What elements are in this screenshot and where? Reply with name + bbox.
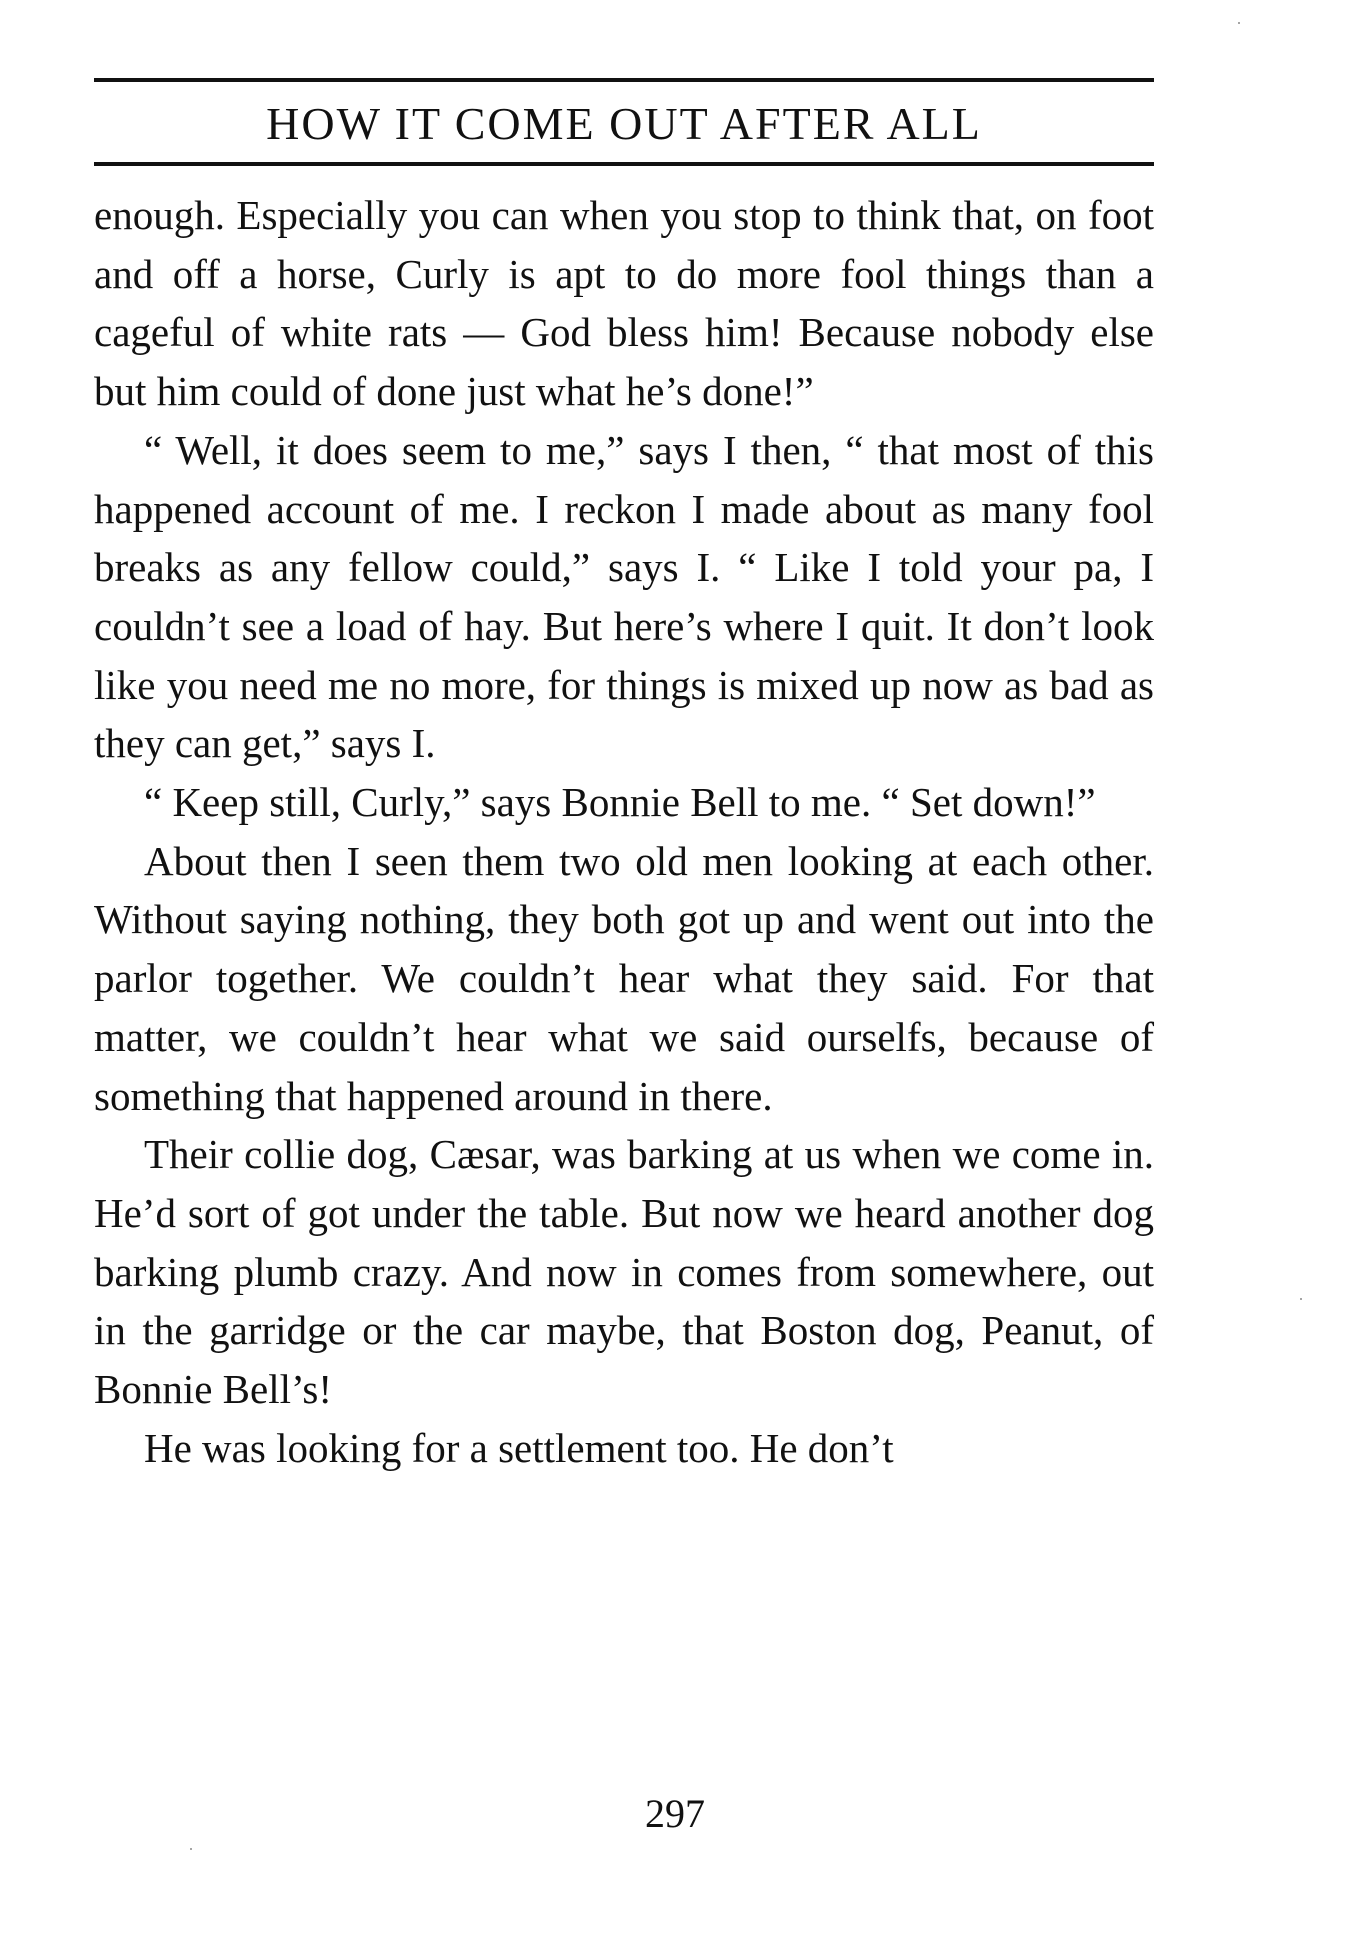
page-content (94, 78, 1154, 1477)
paragraph: Their collie dog, Cæsar, was barking at us when we come in. He’d sort of got under the table. But now we heard another dog barking plumb crazy. And now in comes from somewhere, out in the garridge or the car maybe, that Boston dog, Peanut, of Bonnie Bell’s! (94, 1131, 1154, 1413)
paper-speck (190, 1848, 192, 1850)
body-text (94, 186, 1154, 1477)
paragraph: About then I seen them two old men looking at each other. Without saying nothing, they both got up and went out into the parlor together. We couldn’t hear what they said. For that matter, we couldn’t hear what we said ourselfs, because of something that happened around in there. (94, 837, 1154, 1119)
page-number: 297 (645, 1791, 705, 1836)
paper-speck (1238, 22, 1240, 24)
paragraph-continued: enough. Especially you can when you stop to think that, on foot and off a horse, Curly is apt to do more fool things than a cageful of white rats — God bless him! Because nobody else but him could of done just what he’s done!” (94, 192, 1154, 415)
running-head: HOW IT COME OUT AFTER ALL (266, 98, 982, 149)
header-rule-top (94, 78, 1154, 82)
paragraph-final: He was looking for a settlement too. He don’t (144, 1424, 894, 1471)
header-rule-bottom (94, 162, 1154, 166)
paper-speck (1300, 1298, 1302, 1300)
paragraph: “ Keep still, Curly,” says Bonnie Bell to me. “ Set down!” (144, 779, 1096, 826)
paragraph: “ Well, it does seem to me,” says I then, “ that most of this happened account of me. I reckon I made about as many fool breaks as any fellow could,” says I. “ Like I told your pa, I couldn’t see a load of hay. But here’s where I quit. It don’t look like you need me no more, for things is mixed up now as bad as they can get,” says I. (94, 426, 1154, 767)
